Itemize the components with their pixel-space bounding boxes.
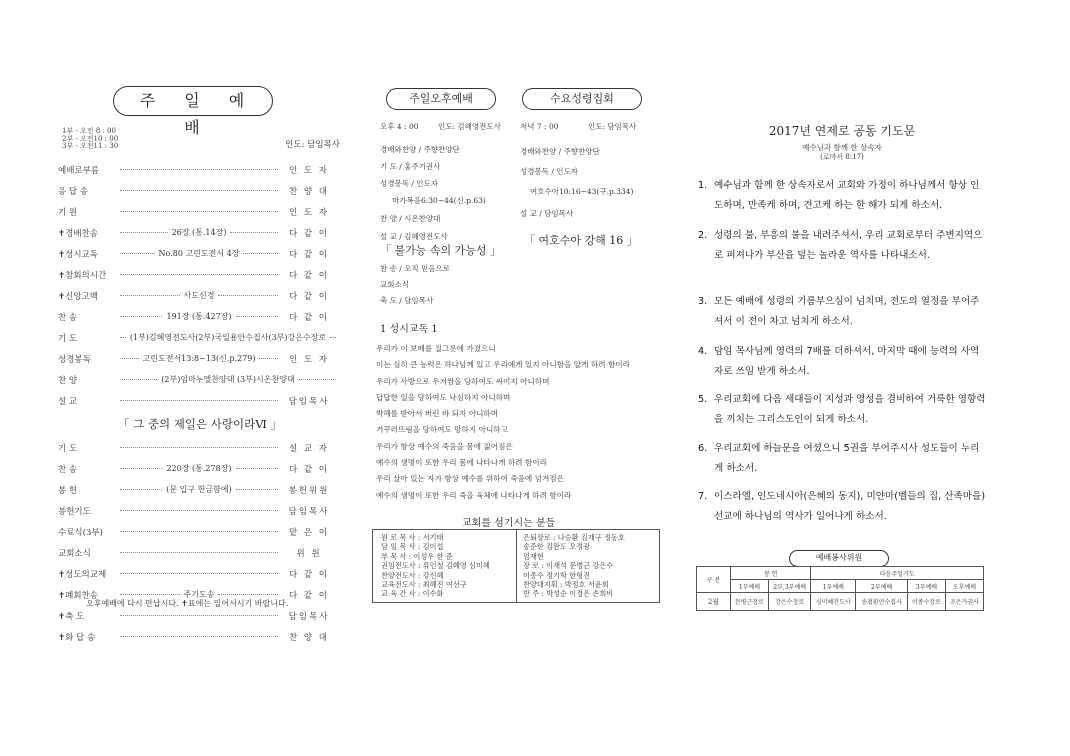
order-item-person: 담임목사: [288, 611, 330, 622]
staff-line: 교육전도사 : 최혜진 여선구: [381, 580, 467, 590]
order-row: [58, 159, 338, 180]
dot-leader: [120, 211, 278, 212]
order-row: [58, 264, 338, 285]
prayer-text: 성령의 불, 부흥의 불을 내려주셔서, 우리 교회로부터 주변지역으로 퍼져나가 부산을 덮는 놀라운 역사를 나타내소서.: [714, 230, 983, 261]
dot-leader: [120, 337, 126, 338]
order-item-detail: (문 입구 헌금함에): [166, 485, 232, 494]
order-item-label: 성경봉독: [58, 354, 91, 365]
table-cell: 1부예배: [811, 580, 856, 593]
dot-leader: [120, 531, 278, 532]
order-item-label: 찬 양: [58, 375, 78, 386]
table-cell: 강은수장로: [768, 593, 810, 611]
order-row: [58, 201, 338, 222]
order-list-before-sermon: [58, 159, 338, 411]
order-list-after-sermon: [58, 437, 338, 647]
service-times: [62, 128, 118, 151]
order-row: [58, 327, 338, 348]
order-row: [58, 521, 338, 542]
order-row: [58, 626, 338, 647]
prayer-number: 7.: [698, 491, 708, 502]
order-of-service: [58, 159, 338, 647]
service-time: 1부 - 오전 8 : 00: [62, 127, 116, 135]
order-row: [58, 243, 338, 264]
reading-line: 우리가 이 보배를 질그릇에 가졌으니: [376, 344, 496, 353]
order-item-person: 찬 양 대: [288, 632, 330, 643]
dot-leader: [236, 489, 278, 490]
prayer-text: 담임 목사님께 영력의 7배를 더하셔서, 마지막 때에 능력의 사역자로 쓰임 받게 하소서.: [714, 346, 980, 377]
staff-line: 권임전도사 : 류인철 김혜영 심미혜: [381, 561, 490, 571]
sermon-title: 「 그 중의 제일은 사랑이라Ⅵ 」: [118, 417, 282, 431]
order-item-person: 인 도 자: [288, 354, 330, 365]
table-row: [697, 580, 984, 593]
order-item-person: 다 같 이: [288, 590, 330, 601]
dot-leader: [230, 232, 278, 233]
wednesday-sermon-title: 「 여호수아 강해 16 」: [524, 234, 638, 247]
dot-leader: [218, 295, 278, 296]
order-row: [58, 437, 338, 458]
dot-leader: [120, 636, 278, 637]
order-row: [58, 180, 338, 201]
prayer-text: 이스라엘, 인도네시아(은혜의 동지), 미얀마(벨들의 집, 산족마을) 선교에 하나님의 역사가 일어나게 하소서.: [714, 491, 986, 522]
prayer-item: [698, 292, 988, 331]
order-row: [58, 222, 338, 243]
staff-line: 부 목 사 : 이성우 한 준: [381, 551, 453, 561]
afternoon-scripture: 마가복음6:30~44(신.p.63): [392, 196, 486, 205]
afternoon-time: 오후 4 : 00: [380, 122, 419, 131]
staff-line: 교 육 간 사 : 이수화: [381, 589, 444, 599]
table-cell: 심미혜전도사: [811, 593, 856, 611]
duty-title: 예배봉사위원: [789, 550, 889, 567]
table-cell: 구 분: [697, 567, 731, 593]
afternoon-item: 설 교 / 김혜영전도사: [380, 232, 448, 241]
prayer-number: 2.: [698, 230, 708, 241]
service-time: 3부 - 오전11 : 30: [62, 142, 119, 151]
table-cell: 조은가권사: [945, 593, 983, 611]
dot-leader: [120, 400, 278, 401]
dot-leader: [120, 274, 278, 275]
staff-line: 이종수 정기학 한형진: [523, 570, 591, 580]
dot-leader: [120, 594, 180, 595]
order-row: [58, 458, 338, 479]
order-item-person: 담임목사: [288, 396, 330, 407]
order-item-person: 설 교 자: [288, 443, 330, 454]
dot-leader: [120, 573, 278, 574]
order-row: [58, 348, 338, 369]
dot-leader: [120, 316, 162, 317]
order-item-detail: 고린도전서13:8~13(신.p.279): [142, 354, 256, 363]
staff-line: 장 로 : 이재석 문병근 강은수: [523, 561, 614, 571]
table-cell: 3부예배: [908, 580, 946, 593]
order-row: [58, 285, 338, 306]
staff-line: 담 임 목 사 : 김이섭: [381, 542, 444, 552]
afternoon-item: 경배와찬양 / 주향찬양단: [380, 145, 460, 154]
dot-leader: [120, 615, 278, 616]
dot-leader: [120, 468, 162, 469]
table-cell: 2부예배: [856, 580, 908, 593]
staff-line: 원 로 목 사 : 서기태: [381, 533, 444, 542]
order-item-detail: 주기도송: [183, 590, 215, 599]
reading-line: 박해를 받아서 버린 바 되지 아니하며: [376, 409, 499, 419]
prayer-text: 모든 예배에 성령의 기름부으심이 넘치며, 전도의 열정을 부어주셔서 이 전이 차고 넘치게 하소서.: [714, 296, 980, 327]
table-cell: 봉 헌: [731, 567, 811, 580]
staff-list-left: [381, 533, 490, 599]
reading-line: 우리 살아 있는 자가 항상 예수를 위하여 죽음에 넘겨짐은: [376, 474, 565, 484]
wednesday-service-title: 수요성령집회: [522, 88, 642, 110]
order-item-label: ✝축 도: [58, 611, 85, 622]
dot-leader: [120, 295, 180, 296]
prayer-text: 우리교회에 다음 세대들이 지성과 영성을 겸비하여 거룩한 영향력을 끼치는 그리스도인이 되게 하소서.: [714, 394, 986, 425]
order-item-person: 다 같 이: [288, 569, 330, 580]
table-cell: 2월: [697, 593, 731, 611]
table-row: [697, 593, 984, 611]
reading-line: 예수의 생명이 또한 우리 몸에 나타나게 하려 함이라: [376, 458, 547, 468]
order-item-label: ✝신앙고백: [58, 291, 98, 302]
order-item-detail: 사도신경: [183, 291, 215, 300]
order-item-person: 위 원: [296, 548, 322, 559]
prayer-number: 5.: [698, 394, 708, 405]
order-item-detail: (1부)김혜영전도사(2부)국일용안수집사(3부)강은수장로: [129, 333, 327, 342]
order-item-label: 봉헌기도: [58, 506, 91, 517]
wednesday-item: 설 교 / 담임목사: [520, 209, 574, 218]
prayer-number: 4.: [698, 346, 708, 357]
afternoon-service-title: 주일오후예배: [386, 88, 496, 110]
dot-leader: [259, 358, 278, 359]
order-item-person: 다 같 이: [288, 249, 330, 260]
staff-line: 찬양대지휘 : 박정호 서윤희: [523, 580, 609, 590]
dot-leader: [120, 510, 278, 511]
staff-line: 찬양전도사 : 강신혜: [381, 570, 444, 580]
order-item-person: 맡 은 이: [288, 527, 330, 538]
order-item-person: 봉헌위원: [288, 485, 330, 496]
afternoon-item: 찬 양 / 시온찬양대: [380, 214, 441, 223]
reading-line: 답답한 일을 당하여도 낙심하지 아니하며: [376, 392, 511, 402]
responsive-reading-title: 1 성시교독 1: [380, 324, 438, 335]
order-item-label: 수료식(3부): [58, 527, 103, 538]
order-item-label: 응 답 송: [58, 186, 89, 197]
service-leader: 인도: 담임목사: [285, 140, 340, 150]
afternoon-item: 교회소식: [380, 280, 409, 289]
prayer-text: 예수님과 함께 한 상속자로서 교회와 가정이 하나님께서 항상 인도하며, 만족케 하며, 견고케 하는 한 해가 되게 하소서.: [714, 180, 980, 211]
order-item-label: 기 도: [58, 333, 78, 344]
order-item-label: ✝성시교독: [58, 249, 98, 260]
order-item-label: 교회소식: [58, 548, 91, 559]
prayer-item: [698, 439, 988, 478]
afternoon-item: 축 도 / 담임목사: [380, 296, 434, 305]
sunday-service-title: 주 일 예 배: [113, 86, 273, 116]
order-item-person: 다 같 이: [288, 291, 330, 302]
table-row: [697, 567, 984, 580]
prayer-text: 우리교회에 하늘문을 여셨으니 5권을 부어주시사 성도들이 누리게 하소서.: [714, 443, 980, 474]
order-item-person: 다 같 이: [288, 312, 330, 323]
order-item-detail: No.80 고린도전서 4장: [158, 249, 240, 258]
afternoon-sermon-title: 「 불가능 속의 가능성 」: [380, 244, 501, 257]
table-cell: 이종수장로: [908, 593, 946, 611]
order-row: [58, 306, 338, 327]
wednesday-leader: 인도: 담임목사: [588, 122, 637, 131]
prayer-item: [698, 342, 988, 381]
order-row: [58, 479, 338, 500]
prayer-subtitle: 예수님과 함께 한 상속자: [802, 143, 882, 152]
dot-leader: [120, 489, 162, 490]
order-item-label: 설 교: [58, 396, 78, 407]
wednesday-time: 저녁 7 : 00: [520, 122, 559, 131]
dot-leader: [243, 253, 278, 254]
prayer-item: [698, 226, 988, 265]
wednesday-item: 성경봉독 / 인도자: [520, 167, 579, 176]
prayer-reference: (로마서 8:17): [820, 153, 864, 161]
staff-line: 반 주 : 박성순 이경은 손희비: [523, 589, 614, 599]
duty-table: [696, 566, 984, 611]
dot-leader: [120, 379, 157, 380]
order-item-person: 찬 양 대: [288, 186, 330, 197]
order-item-label: ✝폐회찬송: [58, 590, 98, 601]
order-item-label: ✝화 답 송: [58, 632, 96, 643]
order-row: [58, 369, 338, 390]
dot-leader: [120, 232, 168, 233]
table-cell: 오후예배: [945, 580, 983, 593]
reading-line: 거꾸러뜨림을 당하여도 망하지 아니하고: [376, 425, 508, 435]
table-cell: 송점환안수집사: [856, 593, 908, 611]
prayer-number: 6.: [698, 443, 708, 454]
reading-line: 이는 심히 큰 능력은 하나님께 있고 우리에게 있지 아니함을 알게 하려 함이라: [376, 360, 630, 370]
prayer-number: 1.: [698, 180, 708, 191]
dot-leader: [236, 316, 278, 317]
dot-leader: [120, 253, 155, 254]
order-item-detail: 220장 (통.278장): [166, 464, 232, 473]
order-item-label: 기 원: [58, 207, 78, 218]
order-row: [58, 390, 338, 411]
order-item-person: 인 도 자: [288, 165, 330, 176]
order-item-person: 다 같 이: [288, 464, 330, 475]
order-item-detail: 26장 (통.14장): [171, 228, 227, 237]
order-item-label: 찬 송: [58, 464, 78, 475]
prayer-number: 3.: [698, 296, 708, 307]
prayer-title: 2017년 연제로 공동 기도문: [768, 124, 916, 138]
table-cell: 다음주일기도: [811, 567, 984, 580]
table-cell: 문병근장로: [731, 593, 769, 611]
wednesday-item: 경배와찬양 / 주향찬양단: [520, 147, 600, 156]
staff-line: 송준한 김완도 오정광: [523, 542, 591, 552]
reading-line: 우리가 항상 예수의 죽음을 몸에 짊어짐은: [376, 441, 513, 451]
dot-leader: [330, 337, 336, 338]
staff-divider: [516, 530, 517, 602]
order-item-person: 다 같 이: [288, 228, 330, 239]
prayer-item: [698, 176, 988, 215]
afternoon-leader: 인도: 김혜영전도사: [438, 122, 501, 131]
afternoon-item: 성경봉독 / 인도자: [380, 179, 439, 188]
reading-line: 우리가 사방으로 우겨쌈을 당하여도 싸이지 아니하며: [376, 376, 550, 386]
order-row: [58, 542, 338, 563]
dot-leader: [120, 358, 139, 359]
order-item-label: ✝성도의교제: [58, 569, 107, 580]
dot-leader: [120, 552, 278, 553]
order-item-label: 찬 송: [58, 312, 78, 323]
prayer-item: [698, 390, 988, 429]
wednesday-scripture: 여호수아10:16~43(구.p.334): [530, 187, 634, 196]
service-footer-note: 오후예배에 다시 만납시다. ✝표에는 일어서시기 바랍니다.: [86, 599, 289, 608]
church-staff-box: [372, 529, 660, 603]
service-time: 2부 - 오전10 : 00: [62, 134, 119, 143]
dot-leader: [120, 169, 278, 170]
dot-leader: [236, 468, 278, 469]
dot-leader: [120, 190, 278, 191]
afternoon-item: 기 도 / 홍주기권사: [380, 162, 441, 171]
dot-leader: [120, 447, 278, 448]
reading-line: 예수의 생명이 또한 우리 죽을 육체에 나타나게 하려 함이라: [376, 490, 572, 500]
order-item-person: 다 같 이: [288, 270, 330, 281]
dot-leader: [299, 379, 336, 380]
staff-list-right: [523, 533, 625, 599]
order-item-label: 예배로부름: [58, 165, 100, 176]
table-cell: 2부,3부예배: [768, 580, 810, 593]
order-row: [58, 500, 338, 521]
staff-line: 임재현: [523, 551, 544, 561]
order-item-label: ✝참회의시간: [58, 270, 107, 281]
order-row: [58, 563, 338, 584]
order-item-label: 기 도: [58, 443, 78, 454]
order-item-person: 인 도 자: [288, 207, 330, 218]
afternoon-item: 찬 송 / 오직 믿음으로: [380, 264, 451, 273]
order-item-detail: 191장 (통.427장): [166, 312, 232, 321]
order-item-label: 봉 헌: [58, 485, 78, 496]
order-item-detail: (2부)임마누엘찬양대 (3부)시온찬양대: [161, 375, 295, 384]
dot-leader: [218, 594, 278, 595]
staff-line: 은퇴장로 : 나승환 김재구 정동호: [523, 533, 625, 542]
prayer-item: [698, 487, 988, 526]
order-item-label: ✝경배찬송: [58, 228, 98, 239]
church-staff-title: 교회를 섬기시는 분들: [462, 518, 556, 529]
table-cell: 1부예배: [731, 580, 769, 593]
order-item-person: 담임목사: [288, 506, 330, 517]
responsive-reading: [376, 341, 630, 504]
